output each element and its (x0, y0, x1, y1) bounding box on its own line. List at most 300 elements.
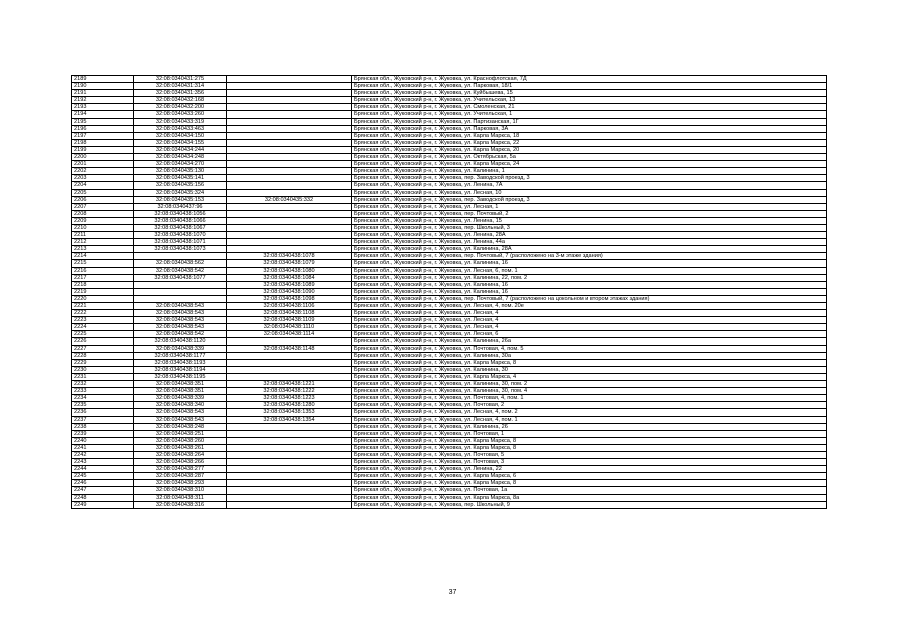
table-row (72, 366, 827, 373)
table-row (72, 494, 827, 501)
cadastral-number-cell: 32:08:0340435:141 (134, 175, 227, 182)
cadastral-number-cell: 32:08:0340433:463 (134, 125, 227, 132)
linked-object-cell (227, 76, 352, 83)
address-cell: Брянская обл., Жуковский р-н, г. Жуковка, ул. Карла Маркса, 8 (352, 359, 827, 366)
address-cell: Брянская обл., Жуковский р-н, г. Жуковка, ул. Учительская, 13 (352, 97, 827, 104)
row-number-cell: 2232 (72, 381, 134, 388)
table-row (72, 359, 827, 366)
row-number-cell: 2215 (72, 260, 134, 267)
address-cell: Брянская обл., Жуковский р-н, г. Жуковка, пер. Школьный, 9 (352, 501, 827, 508)
row-number-cell: 2234 (72, 395, 134, 402)
linked-object-cell: 32:08:0340438:1354 (227, 416, 352, 423)
cadastral-number-cell: 32:08:0340435:153 (134, 196, 227, 203)
linked-object-cell (227, 494, 352, 501)
linked-object-cell (227, 444, 352, 451)
row-number-cell: 2222 (72, 310, 134, 317)
row-number-cell: 2229 (72, 359, 134, 366)
table-row (72, 125, 827, 132)
table-row (72, 388, 827, 395)
row-number-cell: 2207 (72, 203, 134, 210)
cadastral-number-cell: 32:08:0340438:251 (134, 430, 227, 437)
table-row (72, 97, 827, 104)
table-row (72, 83, 827, 90)
linked-object-cell (227, 139, 352, 146)
table-row (72, 423, 827, 430)
table-row (72, 217, 827, 224)
linked-object-cell: 32:08:0340438:1089 (227, 281, 352, 288)
address-cell: Брянская обл., Жуковский р-н, г. Жуковка, ул. Почтовая, 3 (352, 459, 827, 466)
cadastral-number-cell: 32:08:0340438:543 (134, 324, 227, 331)
row-number-cell: 2189 (72, 76, 134, 83)
address-cell: Брянская обл., Жуковский р-н, г. Жуковка, ул. Парковая, 18/1 (352, 83, 827, 90)
row-number-cell: 2224 (72, 324, 134, 331)
address-cell: Брянская обл., Жуковский р-н, г. Жуковка, ул. Калинина, 16 (352, 260, 827, 267)
cadastral-number-cell (134, 281, 227, 288)
table-row (72, 224, 827, 231)
row-number-cell: 2220 (72, 295, 134, 302)
table-row (72, 480, 827, 487)
linked-object-cell: 32:08:0340438:1079 (227, 260, 352, 267)
row-number-cell: 2216 (72, 267, 134, 274)
linked-object-cell: 32:08:0340438:1280 (227, 402, 352, 409)
table-row (72, 281, 827, 288)
linked-object-cell (227, 168, 352, 175)
row-number-cell: 2190 (72, 83, 134, 90)
linked-object-cell: 32:08:0340438:1222 (227, 388, 352, 395)
linked-object-cell: 32:08:0340438:1221 (227, 381, 352, 388)
linked-object-cell (227, 246, 352, 253)
address-cell: Брянская обл., Жуковский р-н, г. Жуковка, пер. Почтовый, 7 (расположено на 3-м этаже здания) (352, 253, 827, 260)
row-number-cell: 2195 (72, 118, 134, 125)
cadastral-number-cell: 32:08:0340438:340 (134, 402, 227, 409)
table-row (72, 345, 827, 352)
linked-object-cell (227, 359, 352, 366)
address-cell: Брянская обл., Жуковский р-н, г. Жуковка, пер. Заводской проезд, 3 (352, 175, 827, 182)
table-row (72, 253, 827, 260)
linked-object-cell (227, 97, 352, 104)
address-cell: Брянская обл., Жуковский р-н, г. Жуковка, ул. Ленина, 15 (352, 217, 827, 224)
cadastral-number-cell: 32:08:0340438:1193 (134, 359, 227, 366)
cadastral-number-cell: 32:08:0340438:293 (134, 480, 227, 487)
address-cell: Брянская обл., Жуковский р-н, г. Жуковка, ул. Лесная, 4 (352, 317, 827, 324)
cadastral-number-cell: 32:08:0340438:351 (134, 388, 227, 395)
linked-object-cell (227, 90, 352, 97)
address-cell: Брянская обл., Жуковский р-н, г. Жуковка, ул. Калинина, 16 (352, 281, 827, 288)
address-cell: Брянская обл., Жуковский р-н, г. Жуковка, ул. Карла Маркса, 8 (352, 437, 827, 444)
cadastral-number-cell: 32:08:0340438:264 (134, 451, 227, 458)
address-cell: Брянская обл., Жуковский р-н, г. Жуковка, ул. Карла Маркса, 24 (352, 161, 827, 168)
table-row (72, 437, 827, 444)
table-row (72, 203, 827, 210)
row-number-cell: 2217 (72, 274, 134, 281)
cadastral-number-cell: 32:08:0340438:543 (134, 409, 227, 416)
cadastral-number-cell: 32:08:0340438:351 (134, 381, 227, 388)
row-number-cell: 2244 (72, 466, 134, 473)
row-number-cell: 2211 (72, 232, 134, 239)
cadastral-number-cell: 32:08:0340438:543 (134, 310, 227, 317)
cadastral-number-cell (134, 288, 227, 295)
address-cell: Брянская обл., Жуковский р-н, г. Жуковка, ул. Калинина, 28А (352, 246, 827, 253)
address-cell: Брянская обл., Жуковский р-н, г. Жуковка, ул. Карла Маркса, 22 (352, 139, 827, 146)
cadastral-number-cell: 32:08:0340438:277 (134, 466, 227, 473)
table-row (72, 239, 827, 246)
row-number-cell: 2214 (72, 253, 134, 260)
table-row (72, 395, 827, 402)
cadastral-number-cell: 32:08:0340438:1067 (134, 224, 227, 231)
row-number-cell: 2194 (72, 111, 134, 118)
cadastral-number-cell: 32:08:0340438:1073 (134, 246, 227, 253)
row-number-cell: 2246 (72, 480, 134, 487)
address-cell: Брянская обл., Жуковский р-н, г. Жуковка, ул. Почтовая, 2 (352, 402, 827, 409)
address-cell: Брянская обл., Жуковский р-н, г. Жуковка, ул. Смоленская, 21 (352, 104, 827, 111)
cadastral-number-cell: 32:08:0340438:1194 (134, 366, 227, 373)
cadastral-number-cell: 32:08:0340431:275 (134, 76, 227, 83)
address-cell: Брянская обл., Жуковский р-н, г. Жуковка, ул. Краснофлотская, 7Д (352, 76, 827, 83)
address-cell: Брянская обл., Жуковский р-н, г. Жуковка, ул. Калинина, 26 (352, 423, 827, 430)
row-number-cell: 2239 (72, 430, 134, 437)
cadastral-number-cell: 32:08:0340438:266 (134, 459, 227, 466)
address-cell: Брянская обл., Жуковский р-н, г. Жуковка, ул. Парковая, 3А (352, 125, 827, 132)
address-cell: Брянская обл., Жуковский р-н, г. Жуковка, ул. Почтовая, 1а (352, 487, 827, 494)
row-number-cell: 2247 (72, 487, 134, 494)
row-number-cell: 2200 (72, 154, 134, 161)
address-cell: Брянская обл., Жуковский р-н, г. Жуковка, ул. Лесная, 6, пом. 1 (352, 267, 827, 274)
row-number-cell: 2196 (72, 125, 134, 132)
cadastral-number-cell: 32:08:0340438:316 (134, 501, 227, 508)
page-number: 37 (448, 589, 457, 596)
row-number-cell: 2236 (72, 409, 134, 416)
linked-object-cell (227, 459, 352, 466)
address-cell: Брянская обл., Жуковский р-н, г. Жуковка, ул. Лесная, 4, пом. 1 (352, 416, 827, 423)
row-number-cell: 2201 (72, 161, 134, 168)
table-row (72, 132, 827, 139)
table-row (72, 104, 827, 111)
address-cell: Брянская обл., Жуковский р-н, г. Жуковка, ул. Лесная, 10 (352, 189, 827, 196)
cadastral-number-cell: 32:08:0340435:324 (134, 189, 227, 196)
address-cell: Брянская обл., Жуковский р-н, г. Жуковка, ул. Учительская, 1 (352, 111, 827, 118)
cadastral-number-cell: 32:08:0340438:1077 (134, 274, 227, 281)
cadastral-number-cell: 32:08:0340433:319 (134, 118, 227, 125)
linked-object-cell (227, 154, 352, 161)
table-row (72, 288, 827, 295)
table-row (72, 381, 827, 388)
linked-object-cell (227, 203, 352, 210)
cadastral-number-cell: 32:08:0340438:1177 (134, 352, 227, 359)
table-row (72, 111, 827, 118)
address-cell: Брянская обл., Жуковский р-н, г. Жуковка, ул. Калинина, 1 (352, 168, 827, 175)
cadastral-number-cell: 32:08:0340438:543 (134, 416, 227, 423)
row-number-cell: 2205 (72, 189, 134, 196)
cadastral-number-cell: 32:08:0340438:339 (134, 345, 227, 352)
cadastral-number-cell: 32:08:0340434:244 (134, 146, 227, 153)
table-row (72, 352, 827, 359)
linked-object-cell (227, 182, 352, 189)
linked-object-cell: 32:08:0340438:1109 (227, 317, 352, 324)
address-cell: Брянская обл., Жуковский р-н, г. Жуковка, ул. Карла Маркса, 20 (352, 146, 827, 153)
table-body (72, 76, 827, 509)
address-cell: Брянская обл., Жуковский р-н, г. Жуковка, ул. Лесная, 4 (352, 324, 827, 331)
table-row (72, 444, 827, 451)
linked-object-cell (227, 189, 352, 196)
row-number-cell: 2206 (72, 196, 134, 203)
cadastral-number-cell: 32:08:0340435:130 (134, 168, 227, 175)
cadastral-number-cell: 32:08:0340433:260 (134, 111, 227, 118)
cadastral-number-cell: 32:08:0340438:248 (134, 423, 227, 430)
linked-object-cell (227, 104, 352, 111)
cadastral-number-cell: 32:08:0340435:156 (134, 182, 227, 189)
address-cell: Брянская обл., Жуковский р-н, г. Жуковка, ул. Ленина, 44а (352, 239, 827, 246)
cadastral-number-cell: 32:08:0340434:150 (134, 132, 227, 139)
address-cell: Брянская обл., Жуковский р-н, г. Жуковка, ул. Почтовая, 4, пом. 5 (352, 345, 827, 352)
table-row (72, 267, 827, 274)
cadastral-number-cell: 32:08:0340438:261 (134, 444, 227, 451)
linked-object-cell (227, 423, 352, 430)
cadastral-number-cell: 32:08:0340438:1066 (134, 217, 227, 224)
linked-object-cell: 32:08:0340438:1106 (227, 303, 352, 310)
address-cell: Брянская обл., Жуковский р-н, г. Жуковка, ул. Почтовая, 4, пом. 1 (352, 395, 827, 402)
cadastral-number-cell: 32:08:0340438:1071 (134, 239, 227, 246)
row-number-cell: 2225 (72, 331, 134, 338)
row-number-cell: 2237 (72, 416, 134, 423)
linked-object-cell (227, 111, 352, 118)
table-row (72, 90, 827, 97)
linked-object-cell (227, 132, 352, 139)
row-number-cell: 2218 (72, 281, 134, 288)
linked-object-cell (227, 430, 352, 437)
linked-object-cell: 32:08:0340438:1353 (227, 409, 352, 416)
address-cell: Брянская обл., Жуковский р-н, г. Жуковка, ул. Карла Маркса, 8 (352, 444, 827, 451)
linked-object-cell (227, 217, 352, 224)
address-cell: Брянская обл., Жуковский р-н, г. Жуковка, ул. Калинина, 30, пом. 2 (352, 381, 827, 388)
row-number-cell: 2227 (72, 345, 134, 352)
cadastral-table (71, 75, 827, 509)
row-number-cell: 2226 (72, 338, 134, 345)
row-number-cell: 2191 (72, 90, 134, 97)
cadastral-number-cell: 32:08:0340431:356 (134, 90, 227, 97)
cadastral-number-cell: 32:08:0340434:248 (134, 154, 227, 161)
table-row (72, 338, 827, 345)
linked-object-cell (227, 487, 352, 494)
table-row (72, 402, 827, 409)
address-cell: Брянская обл., Жуковский р-н, г. Жуковка, ул. Лесная, 4 (352, 310, 827, 317)
row-number-cell: 2238 (72, 423, 134, 430)
table-row (72, 451, 827, 458)
row-number-cell: 2193 (72, 104, 134, 111)
row-number-cell: 2198 (72, 139, 134, 146)
address-cell: Брянская обл., Жуковский р-н, г. Жуковка, пер. Школьный, 3 (352, 224, 827, 231)
address-cell: Брянская обл., Жуковский р-н, г. Жуковка, ул. Лесная, 4, пом. 20е (352, 303, 827, 310)
table-row (72, 324, 827, 331)
address-cell: Брянская обл., Жуковский р-н, г. Жуковка, ул. Лесная, 4, пом. 2 (352, 409, 827, 416)
address-cell: Брянская обл., Жуковский р-н, г. Жуковка, ул. Калинина, 30, пом. 4 (352, 388, 827, 395)
row-number-cell: 2213 (72, 246, 134, 253)
linked-object-cell (227, 83, 352, 90)
table-row (72, 373, 827, 380)
table-row (72, 459, 827, 466)
address-cell: Брянская обл., Жуковский р-н, г. Жуковка, ул. Лесная, 1 (352, 203, 827, 210)
cadastral-number-cell: 32:08:0340438:1070 (134, 232, 227, 239)
linked-object-cell (227, 161, 352, 168)
linked-object-cell (227, 480, 352, 487)
table-row (72, 146, 827, 153)
address-cell: Брянская обл., Жуковский р-н, г. Жуковка, ул. Калинина, 16 (352, 288, 827, 295)
address-cell: Брянская обл., Жуковский р-н, г. Жуковка, ул. Ленина, 7А (352, 182, 827, 189)
row-number-cell: 2203 (72, 175, 134, 182)
cadastral-number-cell: 32:08:0340438:311 (134, 494, 227, 501)
table-row (72, 175, 827, 182)
row-number-cell: 2242 (72, 451, 134, 458)
table-row (72, 466, 827, 473)
linked-object-cell (227, 338, 352, 345)
row-number-cell: 2228 (72, 352, 134, 359)
table-row (72, 501, 827, 508)
cadastral-number-cell: 32:08:0340437:96 (134, 203, 227, 210)
row-number-cell: 2249 (72, 501, 134, 508)
linked-object-cell (227, 239, 352, 246)
address-cell: Брянская обл., Жуковский р-н, г. Жуковка, ул. Почтовая, 5 (352, 451, 827, 458)
address-cell: Брянская обл., Жуковский р-н, г. Жуковка, ул. Почтовая, 1 (352, 430, 827, 437)
cadastral-number-cell: 32:08:0340432:200 (134, 104, 227, 111)
row-number-cell: 2192 (72, 97, 134, 104)
linked-object-cell (227, 366, 352, 373)
row-number-cell: 2231 (72, 373, 134, 380)
table-row (72, 409, 827, 416)
row-number-cell: 2221 (72, 303, 134, 310)
cadastral-number-cell: 32:08:0340438:562 (134, 260, 227, 267)
row-number-cell: 2219 (72, 288, 134, 295)
linked-object-cell: 32:08:0340438:1084 (227, 274, 352, 281)
cadastral-number-cell: 32:08:0340432:168 (134, 97, 227, 104)
row-number-cell: 2243 (72, 459, 134, 466)
linked-object-cell: 32:08:0340438:1148 (227, 345, 352, 352)
row-number-cell: 2248 (72, 494, 134, 501)
table-row (72, 303, 827, 310)
cadastral-number-cell (134, 295, 227, 302)
table-row (72, 182, 827, 189)
table-row (72, 473, 827, 480)
address-cell: Брянская обл., Жуковский р-н, г. Жуковка, ул. Лесная, 6 (352, 331, 827, 338)
table-row (72, 295, 827, 302)
cadastral-number-cell: 32:08:0340438:543 (134, 303, 227, 310)
row-number-cell: 2208 (72, 210, 134, 217)
cadastral-number-cell: 32:08:0340438:287 (134, 473, 227, 480)
cadastral-number-cell: 32:08:0340438:1056 (134, 210, 227, 217)
linked-object-cell (227, 125, 352, 132)
cadastral-number-cell: 32:08:0340438:1120 (134, 338, 227, 345)
cadastral-number-cell: 32:08:0340434:270 (134, 161, 227, 168)
linked-object-cell (227, 451, 352, 458)
table-row (72, 416, 827, 423)
document-sheet (71, 75, 827, 509)
row-number-cell: 2235 (72, 402, 134, 409)
linked-object-cell: 32:08:0340438:1078 (227, 253, 352, 260)
table-row (72, 331, 827, 338)
table-row (72, 139, 827, 146)
table-row (72, 430, 827, 437)
linked-object-cell: 32:08:0340438:1090 (227, 288, 352, 295)
cadastral-number-cell: 32:08:0340434:155 (134, 139, 227, 146)
table-row (72, 274, 827, 281)
address-cell: Брянская обл., Жуковский р-н, г. Жуковка, пер. Почтовый, 2 (352, 210, 827, 217)
linked-object-cell (227, 224, 352, 231)
address-cell: Брянская обл., Жуковский р-н, г. Жуковка, ул. Калинина, 30 (352, 366, 827, 373)
row-number-cell: 2209 (72, 217, 134, 224)
linked-object-cell (227, 118, 352, 125)
row-number-cell: 2245 (72, 473, 134, 480)
row-number-cell: 2212 (72, 239, 134, 246)
row-number-cell: 2223 (72, 317, 134, 324)
address-cell: Брянская обл., Жуковский р-н, г. Жуковка, ул. Ленина, 28А (352, 232, 827, 239)
linked-object-cell (227, 232, 352, 239)
cadastral-number-cell (134, 253, 227, 260)
linked-object-cell: 32:08:0340438:1114 (227, 331, 352, 338)
table-row (72, 260, 827, 267)
address-cell: Брянская обл., Жуковский р-н, г. Жуковка, ул. Карла Маркса, 8 (352, 480, 827, 487)
address-cell: Брянская обл., Жуковский р-н, г. Жуковка, пер. Заводской проезд, 3 (352, 196, 827, 203)
row-number-cell: 2233 (72, 388, 134, 395)
linked-object-cell (227, 175, 352, 182)
address-cell: Брянская обл., Жуковский р-н, г. Жуковка, ул. Ленина, 22 (352, 466, 827, 473)
row-number-cell: 2230 (72, 366, 134, 373)
table-row (72, 210, 827, 217)
cadastral-number-cell: 32:08:0340438:260 (134, 437, 227, 444)
linked-object-cell (227, 473, 352, 480)
table-row (72, 487, 827, 494)
address-cell: Брянская обл., Жуковский р-н, г. Жуковка, ул. Карла Маркса, 18 (352, 132, 827, 139)
table-row (72, 196, 827, 203)
row-number-cell: 2202 (72, 168, 134, 175)
cadastral-number-cell: 32:08:0340438:339 (134, 395, 227, 402)
address-cell: Брянская обл., Жуковский р-н, г. Жуковка, ул. Калинина, 22, пом. 2 (352, 274, 827, 281)
table-row (72, 168, 827, 175)
linked-object-cell (227, 210, 352, 217)
linked-object-cell: 32:08:0340438:1110 (227, 324, 352, 331)
address-cell: Брянская обл., Жуковский р-н, г. Жуковка, ул. Карла Маркса, 6 (352, 473, 827, 480)
address-cell: Брянская обл., Жуковский р-н, г. Жуковка, ул. Калинина, 30а (352, 352, 827, 359)
linked-object-cell (227, 437, 352, 444)
linked-object-cell (227, 146, 352, 153)
cadastral-number-cell: 32:08:0340438:310 (134, 487, 227, 494)
table-row (72, 310, 827, 317)
linked-object-cell (227, 373, 352, 380)
linked-object-cell: 32:08:0340438:1223 (227, 395, 352, 402)
table-row (72, 189, 827, 196)
table-row (72, 317, 827, 324)
address-cell: Брянская обл., Жуковский р-н, г. Жуковка, ул. Октябрьская, 5а (352, 154, 827, 161)
row-number-cell: 2210 (72, 224, 134, 231)
linked-object-cell (227, 501, 352, 508)
linked-object-cell (227, 466, 352, 473)
row-number-cell: 2199 (72, 146, 134, 153)
linked-object-cell (227, 352, 352, 359)
cadastral-number-cell: 32:08:0340438:542 (134, 331, 227, 338)
table-row (72, 232, 827, 239)
cadastral-number-cell: 32:08:0340431:314 (134, 83, 227, 90)
table-row (72, 161, 827, 168)
address-cell: Брянская обл., Жуковский р-н, г. Жуковка, ул. Куйбышева, 15 (352, 90, 827, 97)
address-cell: Брянская обл., Жуковский р-н, г. Жуковка, ул. Карла Маркса, 8а (352, 494, 827, 501)
address-cell: Брянская обл., Жуковский р-н, г. Жуковка, ул. Карла Маркса, 4 (352, 373, 827, 380)
cadastral-number-cell: 32:08:0340438:1195 (134, 373, 227, 380)
address-cell: Брянская обл., Жуковский р-н, г. Жуковка, ул. Партизанская, 1Г (352, 118, 827, 125)
linked-object-cell: 32:08:0340438:1080 (227, 267, 352, 274)
linked-object-cell: 32:08:0340438:1098 (227, 295, 352, 302)
row-number-cell: 2240 (72, 437, 134, 444)
row-number-cell: 2197 (72, 132, 134, 139)
address-cell: Брянская обл., Жуковский р-н, г. Жуковка, ул. Калинина, 26а (352, 338, 827, 345)
address-cell: Брянская обл., Жуковский р-н, г. Жуковка, пер. Почтовый, 7 (расположено на цокольном и втором этажах здания) (352, 295, 827, 302)
row-number-cell: 2204 (72, 182, 134, 189)
